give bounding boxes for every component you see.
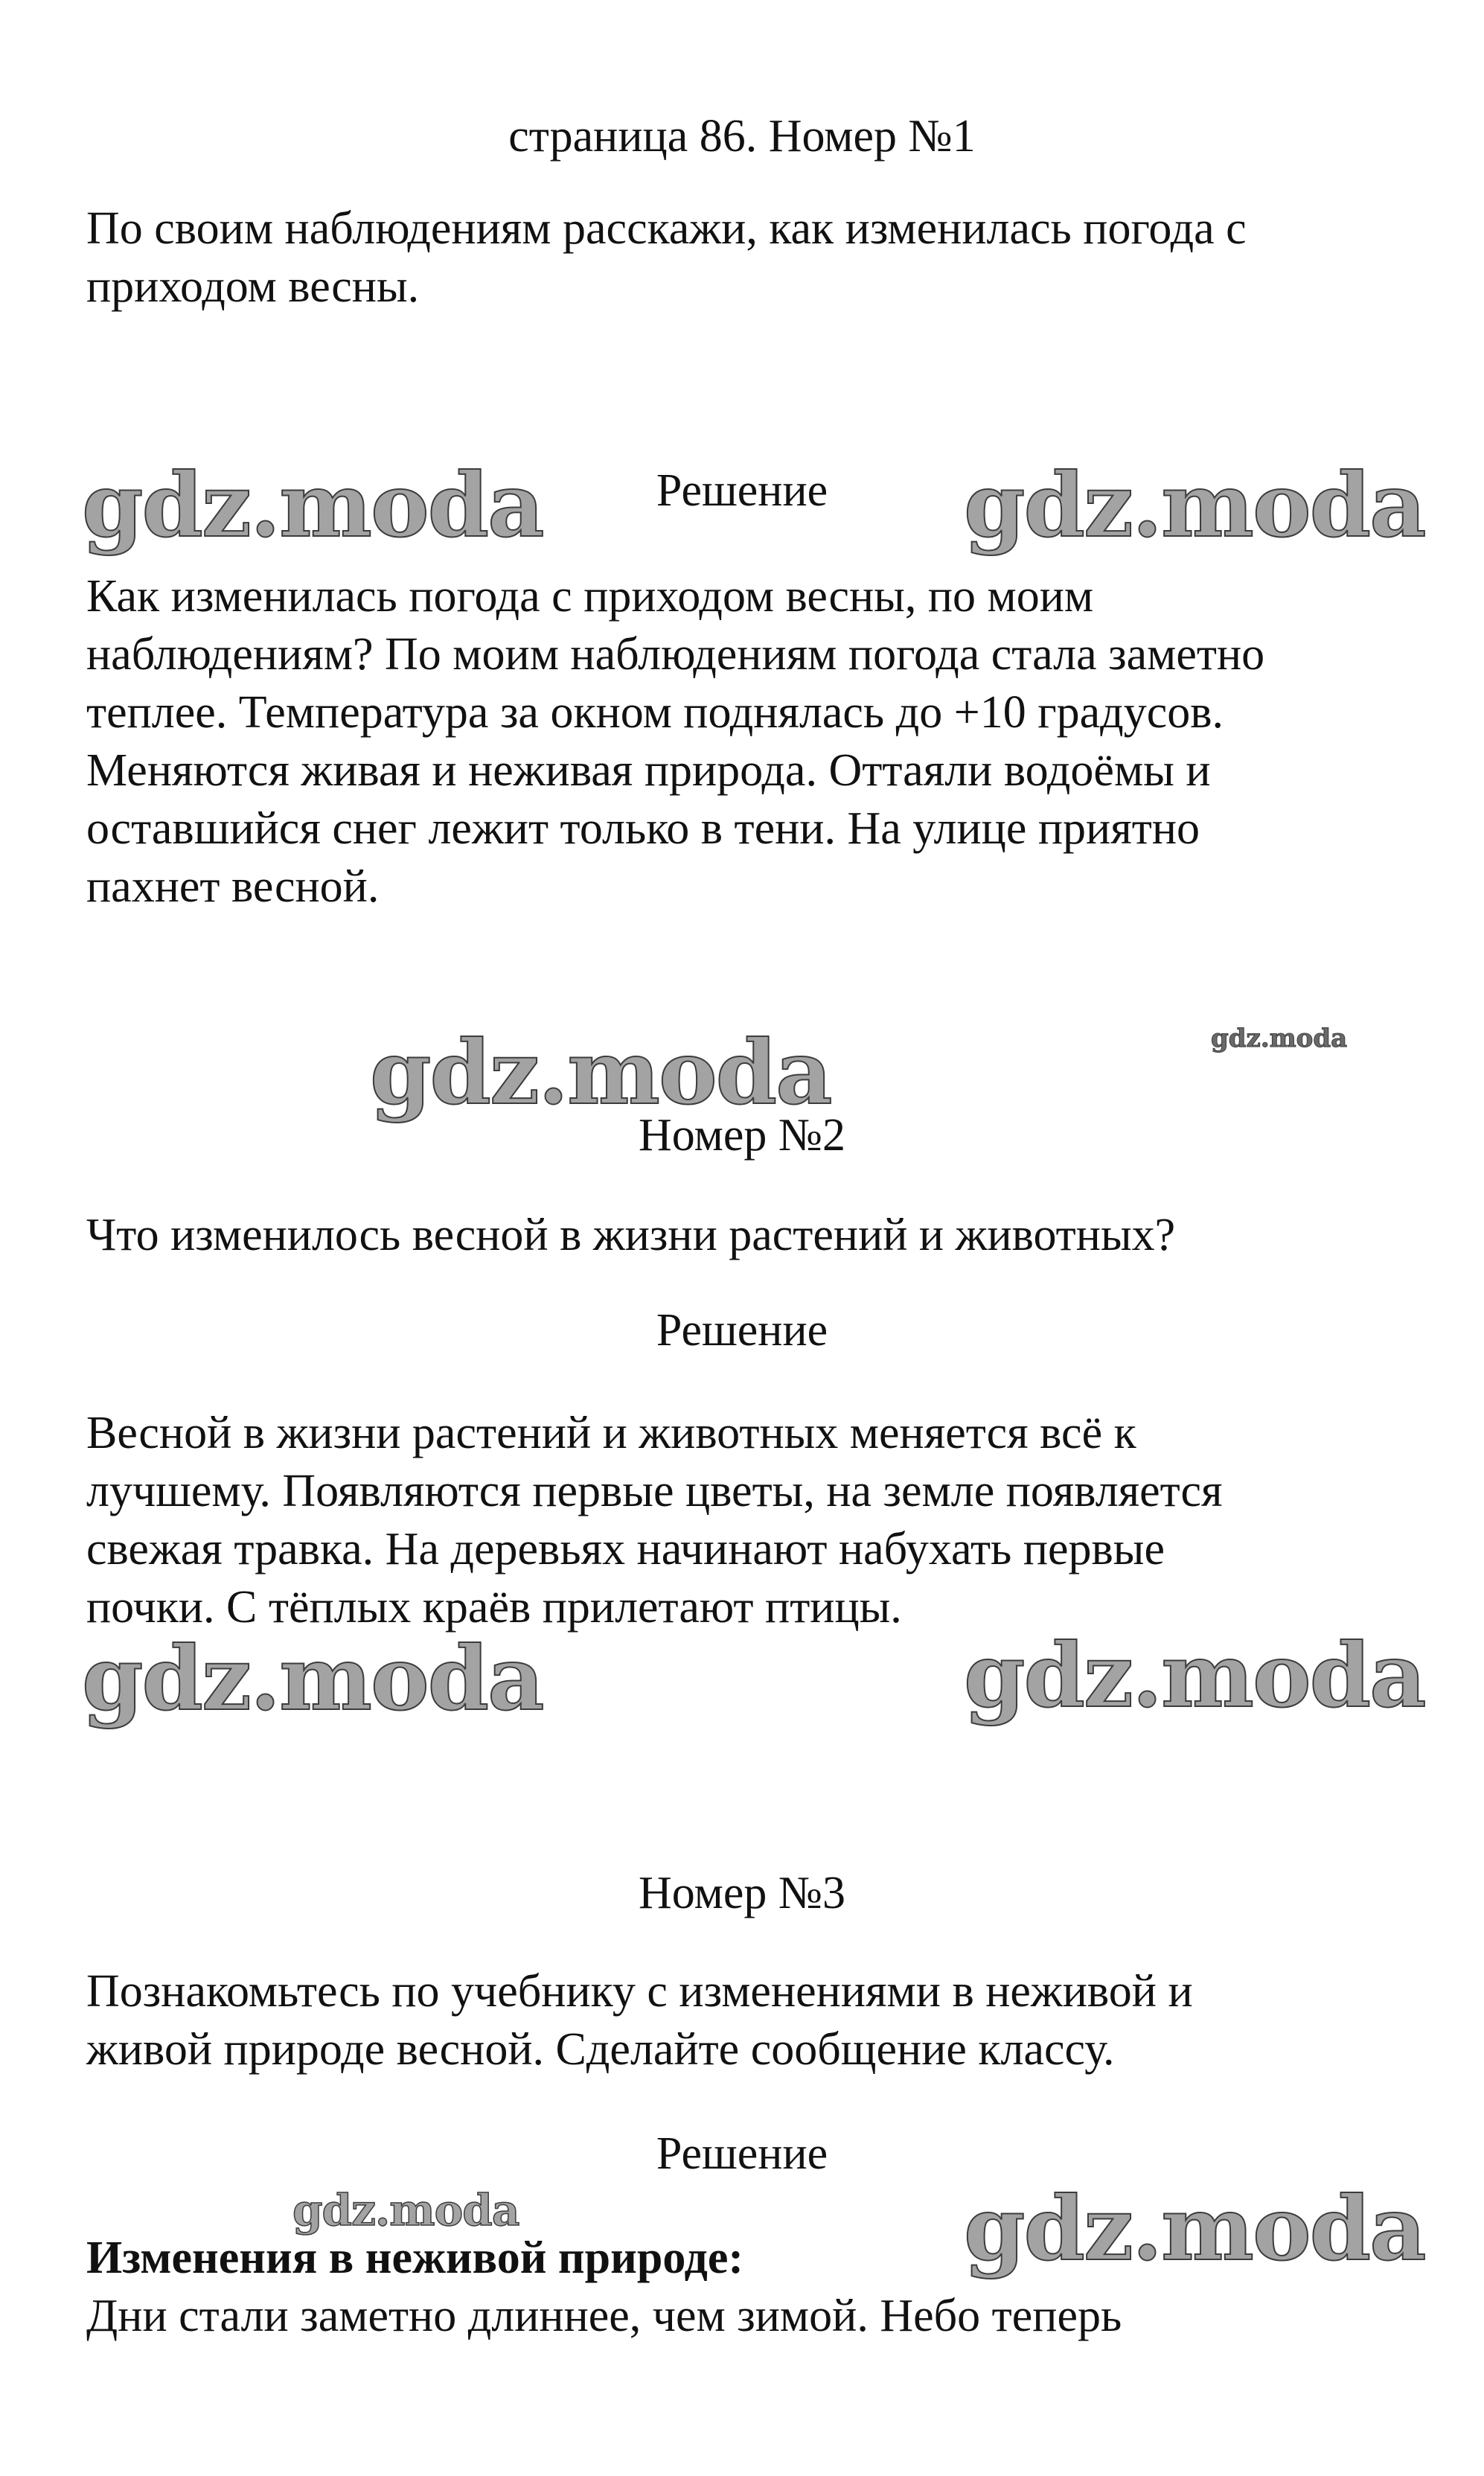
section3-solution-label: Решение [656, 2128, 828, 2179]
section3-answer-line: Дни стали заметно длиннее, чем зимой. Небо теперь [86, 2291, 1122, 2341]
section1-question-line: По своим наблюдениям расскажи, как изменилась погода с [86, 203, 1247, 254]
watermark-logo: gdz.moda [370, 1021, 831, 1124]
watermark-logo: gdz.moda [964, 453, 1425, 557]
section2-heading: Номер №2 [638, 1110, 845, 1161]
watermark-logo: gdz.moda [82, 453, 543, 557]
section1-answer-line: оставшийся снег лежит только в тени. На улице приятно [86, 803, 1200, 854]
section1-heading: страница 86. Номер №1 [508, 111, 976, 162]
watermark-logo: gdz.moda [1211, 1024, 1348, 1053]
section3-question-line: живой природе весной. Сделайте сообщение классу. [86, 2024, 1115, 2075]
watermark-logo: gdz.moda [964, 1624, 1425, 1727]
section1-answer-line: Меняются живая и неживая природа. Оттаяли водоёмы и [86, 745, 1211, 796]
section3-subheading: Изменения в неживой природе: [86, 2233, 744, 2283]
section1-answer-line: наблюдениям? По моим наблюдениям погода стала заметно [86, 629, 1265, 680]
section1-answer-line: Как изменилась погода с приходом весны, по моим [86, 571, 1094, 622]
section3-heading: Номер №3 [638, 1868, 845, 1918]
watermark-logo: gdz.moda [964, 2177, 1425, 2280]
section1-answer-line: теплее. Температура за окном поднялась до +10 градусов. [86, 687, 1224, 738]
section2-question-line: Что изменилось весной в жизни растений и животных? [86, 1210, 1176, 1260]
section2-answer-line: Весной в жизни растений и животных меняется всё к [86, 1408, 1136, 1458]
section1-answer-line: пахнет весной. [86, 861, 380, 912]
section2-answer-line: лучшему. Появляются первые цветы, на земле появляется [86, 1466, 1223, 1516]
section1-question-line: приходом весны. [86, 261, 420, 312]
section2-solution-label: Решение [656, 1305, 828, 1356]
section3-question-line: Познакомьтесь по учебнику с изменениями в неживой и [86, 1966, 1193, 2017]
section1-solution-label: Решение [656, 465, 828, 516]
section2-answer-line: свежая травка. На деревьях начинают набухать первые [86, 1524, 1165, 1574]
section2-answer-line: почки. С тёплых краёв прилетают птицы. [86, 1582, 902, 1633]
watermark-logo: gdz.moda [82, 1627, 543, 1730]
watermark-logo: gdz.moda [292, 2185, 519, 2236]
